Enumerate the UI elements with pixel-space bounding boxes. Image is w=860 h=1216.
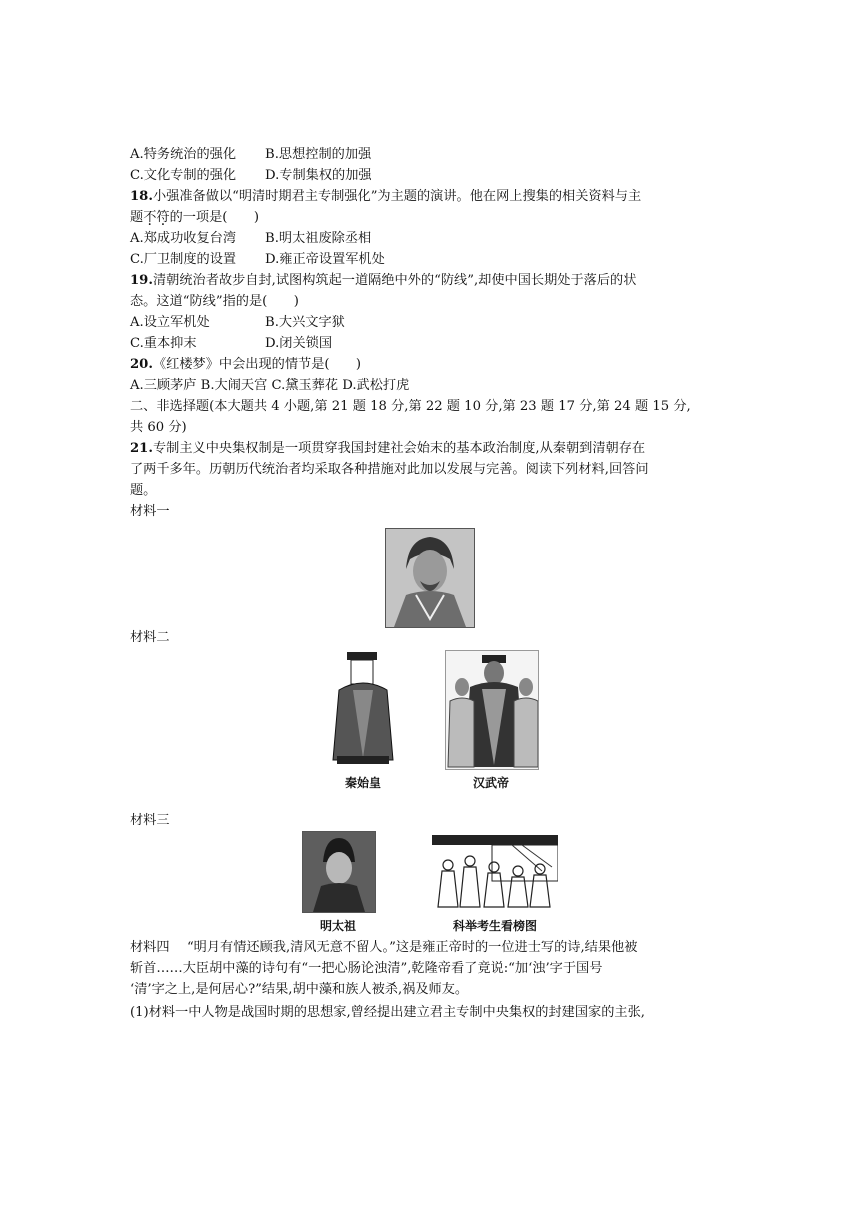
material4-line3: ‘清’字之上,是何居心?”结果,胡中藻和族人被杀,祸及师友。 [130, 982, 469, 997]
portrait-image [385, 528, 475, 628]
q17-options-row2 [130, 165, 740, 186]
section2-heading-line2: 共 60 分) [130, 420, 187, 435]
material3-label: 材料三 [130, 813, 170, 828]
q18-number: 18. [130, 189, 153, 204]
q21-stem-line2: 了两千多年。历朝历代统治者均采取各种措施对此加以发展与完善。阅读下列材料,回答问 [130, 462, 649, 477]
q19-option-a: A.设立军机处 [130, 315, 210, 330]
q21-number: 21. [130, 441, 153, 456]
ming-taizu-caption: 明太祖 [319, 919, 356, 933]
q17-option-b: B.思想控制的加强 [265, 147, 372, 162]
ming-taizu-image [302, 831, 376, 913]
q19-number: 19. [130, 273, 153, 288]
material3-figures [130, 831, 740, 943]
q18-stem-pre: 题 [130, 210, 144, 225]
q18-stem-line2 [130, 207, 740, 228]
q19-options-row1 [130, 312, 740, 333]
q18-option-c: C.厂卫制度的设置 [130, 252, 237, 267]
exam-results-caption: 科举考生看榜图 [452, 919, 537, 933]
q18-stem-line1 [130, 186, 740, 207]
q21-subquestion-1: (1)材料一中人物是战国时期的思想家,曾经提出建立君主专制中央集权的封建国家的主张, [130, 1005, 645, 1020]
emperor-group-illustration [446, 651, 538, 769]
exam-results-illustration [432, 831, 558, 911]
han-wudi-caption: 汉武帝 [472, 776, 509, 790]
q18-option-d: D.雍正帝设置军机处 [265, 252, 385, 267]
material4-line1: 材料四 “明月有情还顾我,清风无意不留人。”这是雍正帝时的一位进士写的诗,结果他被 [130, 940, 638, 955]
q21-stem-text1: 专制主义中央集权制是一项贯穿我国封建社会始末的基本政治制度,从秦朝到清朝存在 [152, 441, 646, 456]
q19-option-d: D.闭关锁国 [265, 336, 333, 351]
q19-stem-text1: 清朝统治者故步自封,试图构筑起一道隔绝中外的“防线”,却使中国长期处于落后的状 [152, 273, 637, 288]
q18-options-row1 [130, 228, 740, 249]
q20-number: 20. [130, 357, 153, 372]
q21-stem-line1 [130, 438, 740, 459]
q21-stem-line3: 题。 [130, 483, 157, 498]
material1-figure [130, 522, 740, 627]
material2-label: 材料二 [130, 630, 170, 645]
q17-option-d: D.专制集权的加强 [265, 168, 372, 183]
qin-shihuang-image [323, 650, 403, 768]
q18-options-row2 [130, 249, 740, 270]
q20-stem [130, 354, 740, 375]
q18-emphasis-char1: 不 [143, 210, 157, 225]
q20-stem-text: 《红楼梦》中会出现的情节是( ) [152, 357, 362, 372]
q18-emphasis-char2: 符 [156, 210, 170, 225]
q19-option-b: B.大兴文字狱 [265, 315, 345, 330]
q18-option-b: B.明太祖废除丞相 [265, 231, 372, 246]
exam-page [130, 144, 740, 1023]
han-wudi-image [445, 650, 539, 770]
q18-option-a: A.郑成功收复台湾 [130, 231, 237, 246]
portrait-illustration [386, 529, 474, 627]
exam-results-image [432, 831, 558, 911]
q18-stem-text1: 小强准备做以“明清时期君主专制强化”为主题的演讲。他在网上搜集的相关资料与主 [152, 189, 642, 204]
q20-options: A.三顾茅庐 B.大闹天宫 C.黛玉葬花 D.武松打虎 [130, 378, 410, 393]
q19-option-c: C.重本抑末 [130, 336, 197, 351]
emperor-figure-illustration [323, 650, 403, 768]
section2-heading-line1: 二、非选择题(本大题共 4 小题,第 21 题 18 分,第 22 题 10 分,第 23 题 17 分,第 24 题 15 分, [130, 399, 691, 414]
material4-line2: 斩首……大臣胡中藻的诗句有“一把心肠论浊清”,乾隆帝看了竟说:“加‘浊’字于国号 [130, 961, 603, 976]
q19-options-row2 [130, 333, 740, 354]
q19-stem-line1 [130, 270, 740, 291]
q17-option-a: A.特务统治的强化 [130, 147, 237, 162]
q18-stem-post: 的一项是( ) [169, 210, 259, 225]
q17-options-row1 [130, 144, 740, 165]
material1-label: 材料一 [130, 504, 170, 519]
ming-portrait-illustration [303, 832, 375, 912]
qin-shihuang-caption: 秦始皇 [344, 776, 381, 790]
material2-figures [130, 648, 740, 810]
q17-option-c: C.文化专制的强化 [130, 168, 237, 183]
q19-stem-line2: 态。这道“防线”指的是( ) [130, 294, 299, 309]
